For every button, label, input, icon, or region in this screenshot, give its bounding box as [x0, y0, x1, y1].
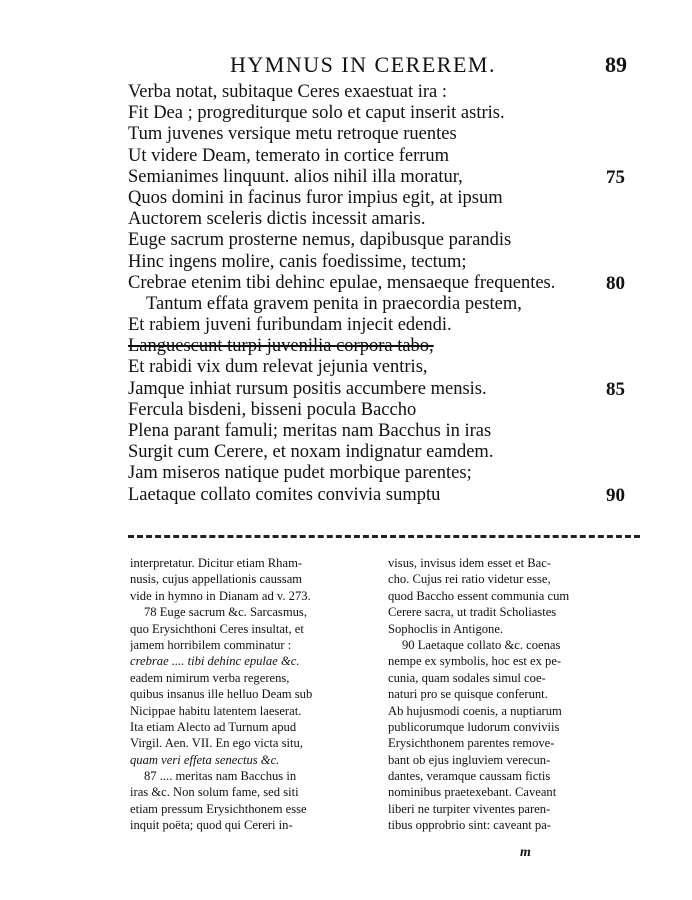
note-line: quibus insanus ille helluo Deam sub: [130, 687, 313, 702]
line-number: 80: [606, 272, 625, 294]
verse-line: [128, 400, 648, 421]
verse-line: [128, 82, 648, 103]
verse-text: Jamque inhiat rursum positis accumbere mensis.: [128, 378, 487, 399]
note-line: quo Erysichthoni Ceres insultat, et: [130, 621, 304, 636]
note-line: cho. Cujus rei ratio videtur esse,: [388, 572, 551, 587]
verse-text: Laetaque collato comites convivia sumptu: [128, 484, 441, 505]
signature-mark: m: [520, 845, 531, 860]
verse-line: [128, 379, 648, 400]
verse-text: Semianimes linquunt. alios nihil illa moratur,: [128, 166, 463, 187]
note-line: bant ob ejus ingluviem verecun-: [388, 752, 551, 767]
verse-line: [128, 485, 648, 506]
note-line: 78 Euge sacrum &c. Sarcasmus,: [144, 605, 307, 620]
verse-line: [128, 252, 648, 273]
page-header: [0, 50, 692, 82]
note-line: 87 .... meritas nam Bacchus in: [144, 769, 297, 784]
note-line: Ab hujusmodi coenis, a nuptiarum: [388, 703, 562, 718]
verse-line: [128, 167, 648, 188]
verse-text: Quos domini in facinus furor impius egit, at ipsum: [128, 187, 503, 208]
notes-right-column: [388, 555, 636, 834]
note-line: tibus opprobrio sint: caveant pa-: [388, 818, 551, 833]
note-line: nempe ex symbolis, hoc est ex pe-: [388, 654, 562, 669]
verse-line: [128, 357, 648, 378]
verse-text: Et rabiem juveni furibundam injecit edendi.: [128, 315, 452, 336]
note-line: inquit poëta; quod qui Cereri in-: [130, 818, 293, 833]
verse-line: [128, 421, 648, 442]
footnote-divider: [128, 535, 640, 538]
verse-text: Euge sacrum prosterne nemus, dapibusque parandis: [128, 230, 512, 251]
note-line: visus, invisus idem esset et Bac-: [388, 556, 551, 570]
note-line: jamem horribilem comminatur :: [130, 637, 292, 652]
note-line: Sophoclis in Antigone.: [388, 621, 504, 636]
note-line: liberi ne turpiter viventes paren-: [388, 801, 551, 816]
note-line: cunia, quam sodales simul coe-: [388, 670, 546, 685]
verse-text: Tum juvenes versique metu retroque ruentes: [128, 124, 457, 145]
verse-text: Fit Dea ; progrediturque solo et caput inserit astris.: [128, 103, 505, 124]
note-line: Nicippae habitu latentem laeserat.: [130, 703, 302, 718]
verse-line: [128, 103, 648, 124]
verse-text: Ut videre Deam, temerato in cortice ferrum: [128, 145, 450, 166]
verse-line: [128, 315, 648, 336]
note-line: nominibus praetexebant. Caveant: [388, 785, 557, 800]
verse-line: [128, 273, 648, 294]
verse-text: Jam miseros natique pudet morbique parentes;: [128, 463, 472, 484]
verse-line: [128, 124, 648, 145]
note-line: dantes, veramque caussam fictis: [388, 769, 551, 784]
verse-text: Verba notat, subitaque Ceres exaestuat ira :: [128, 82, 448, 102]
verse-line: [128, 209, 648, 230]
verse-text: Crebrae etenim tibi dehinc epulae, mensaeque frequentes.: [128, 272, 556, 293]
verse-text: Surgit cum Cerere, et noxam indignatur eamdem.: [128, 442, 494, 463]
line-number: 85: [606, 378, 625, 400]
note-line: eadem nimirum verba regerens,: [130, 670, 290, 685]
verse-line: [128, 463, 648, 484]
verse-text: Auctorem sceleris dictis incessit amaris.: [128, 209, 426, 230]
verse-text: Languescunt turpi juvenilia corpora tabo,: [128, 336, 434, 357]
verse-text: Tantum effata gravem penita in praecordia pestem,: [146, 293, 522, 314]
note-line: nusis, cujus appellationis caussam: [130, 572, 303, 587]
verse-line: [128, 230, 648, 251]
verse-text: Fercula bisdeni, bisseni pocula Baccho: [128, 399, 417, 420]
notes-left-column: [130, 555, 377, 834]
note-line: naturi pro se quisque conferunt.: [388, 687, 548, 702]
note-line: quam veri effeta senectus &c.: [130, 752, 280, 767]
verse-text: Hinc ingens molire, canis foedissime, tectum;: [128, 251, 467, 272]
line-number: 75: [606, 166, 625, 188]
note-line: Ita etiam Alecto ad Turnum apud: [130, 719, 297, 734]
note-line: crebrae .... tibi dehinc epulae &c.: [130, 654, 300, 669]
note-line: quod Baccho essent communia cum: [388, 588, 570, 603]
note-line: Erysichthonem parentes remove-: [388, 736, 555, 751]
note-line: Cerere sacra, ut tradit Scholiastes: [388, 605, 557, 620]
note-line: vide in hymno in Dianam ad v. 273.: [130, 588, 311, 603]
verse-line: [128, 336, 648, 357]
note-line: 90 Laetaque collato &c. coenas: [402, 637, 561, 652]
verse-line: [128, 294, 648, 315]
verse-line: [128, 188, 648, 209]
page-number: 89: [605, 52, 627, 77]
note-line: iras &c. Non solum fame, sed siti: [130, 785, 299, 800]
verse-line: [128, 146, 648, 167]
note-line: publicorumque ludorum conviviis: [388, 719, 560, 734]
verse-text: Plena parant famuli; meritas nam Bacchus in iras: [128, 421, 492, 441]
verse-text: Et rabidi vix dum relevat jejunia ventris,: [128, 357, 428, 378]
poem-block: [128, 82, 648, 506]
note-line: etiam pressum Erysichthonem esse: [130, 801, 307, 816]
running-title: HYMNUS IN CEREREM.: [230, 52, 496, 77]
note-line: interpretatur. Dicitur etiam Rham-: [130, 556, 303, 570]
line-number: 90: [606, 484, 625, 506]
verse-line: [128, 442, 648, 463]
note-line: Virgil. Aen. VII. En ego victa situ,: [130, 736, 303, 751]
